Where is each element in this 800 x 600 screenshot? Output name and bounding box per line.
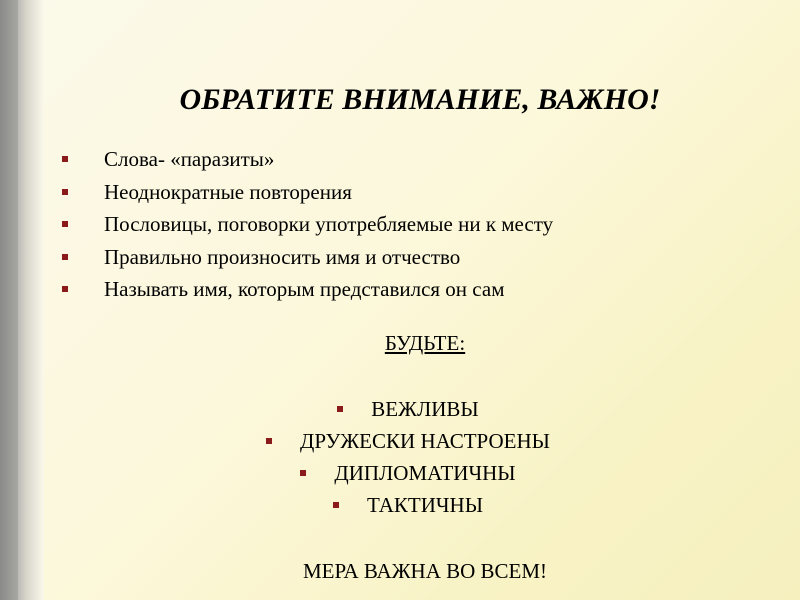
be-list-item <box>0 425 800 457</box>
be-list-item <box>0 489 800 521</box>
square-bullet-icon <box>333 502 339 508</box>
list-item <box>62 241 553 274</box>
list-item-text: Слова- «паразиты» <box>104 147 275 171</box>
be-list <box>0 393 800 521</box>
bullet-list <box>62 143 553 306</box>
be-list-item-text: ТАКТИЧНЫ <box>366 493 484 517</box>
square-bullet-icon <box>266 438 272 444</box>
slide-title: ОБРАТИТЕ ВНИМАНИЕ, ВАЖНО! <box>179 83 661 116</box>
be-list-item <box>0 457 800 489</box>
list-item <box>62 273 553 306</box>
be-list-item <box>0 393 800 425</box>
square-bullet-icon <box>62 286 68 292</box>
list-item <box>62 208 553 241</box>
be-list-item-text: ДИПЛОМАТИЧНЫ <box>334 461 516 485</box>
be-list-item-text: ДРУЖЕСКИ НАСТРОЕНЫ <box>300 429 550 453</box>
be-heading: БУДЬТЕ: <box>384 331 466 355</box>
list-item-text: Пословицы, поговорки употребляемые ни к месту <box>104 212 554 236</box>
list-item-text: Неоднократные повторения <box>104 179 352 204</box>
square-bullet-icon <box>337 406 343 412</box>
footer-statement: МЕРА ВАЖНА ВО ВСЕМ! <box>302 559 548 583</box>
list-item-text: Называть имя, которым представился он сам <box>104 277 505 301</box>
square-bullet-icon <box>62 156 68 162</box>
square-bullet-icon <box>62 221 68 227</box>
square-bullet-icon <box>62 189 68 195</box>
square-bullet-icon <box>62 254 68 260</box>
list-item-text: Правильно произносить имя и отчество <box>104 244 461 269</box>
be-list-item-text: ВЕЖЛИВЫ <box>371 397 479 421</box>
list-item <box>62 176 553 209</box>
list-item <box>62 143 553 176</box>
square-bullet-icon <box>300 470 306 476</box>
